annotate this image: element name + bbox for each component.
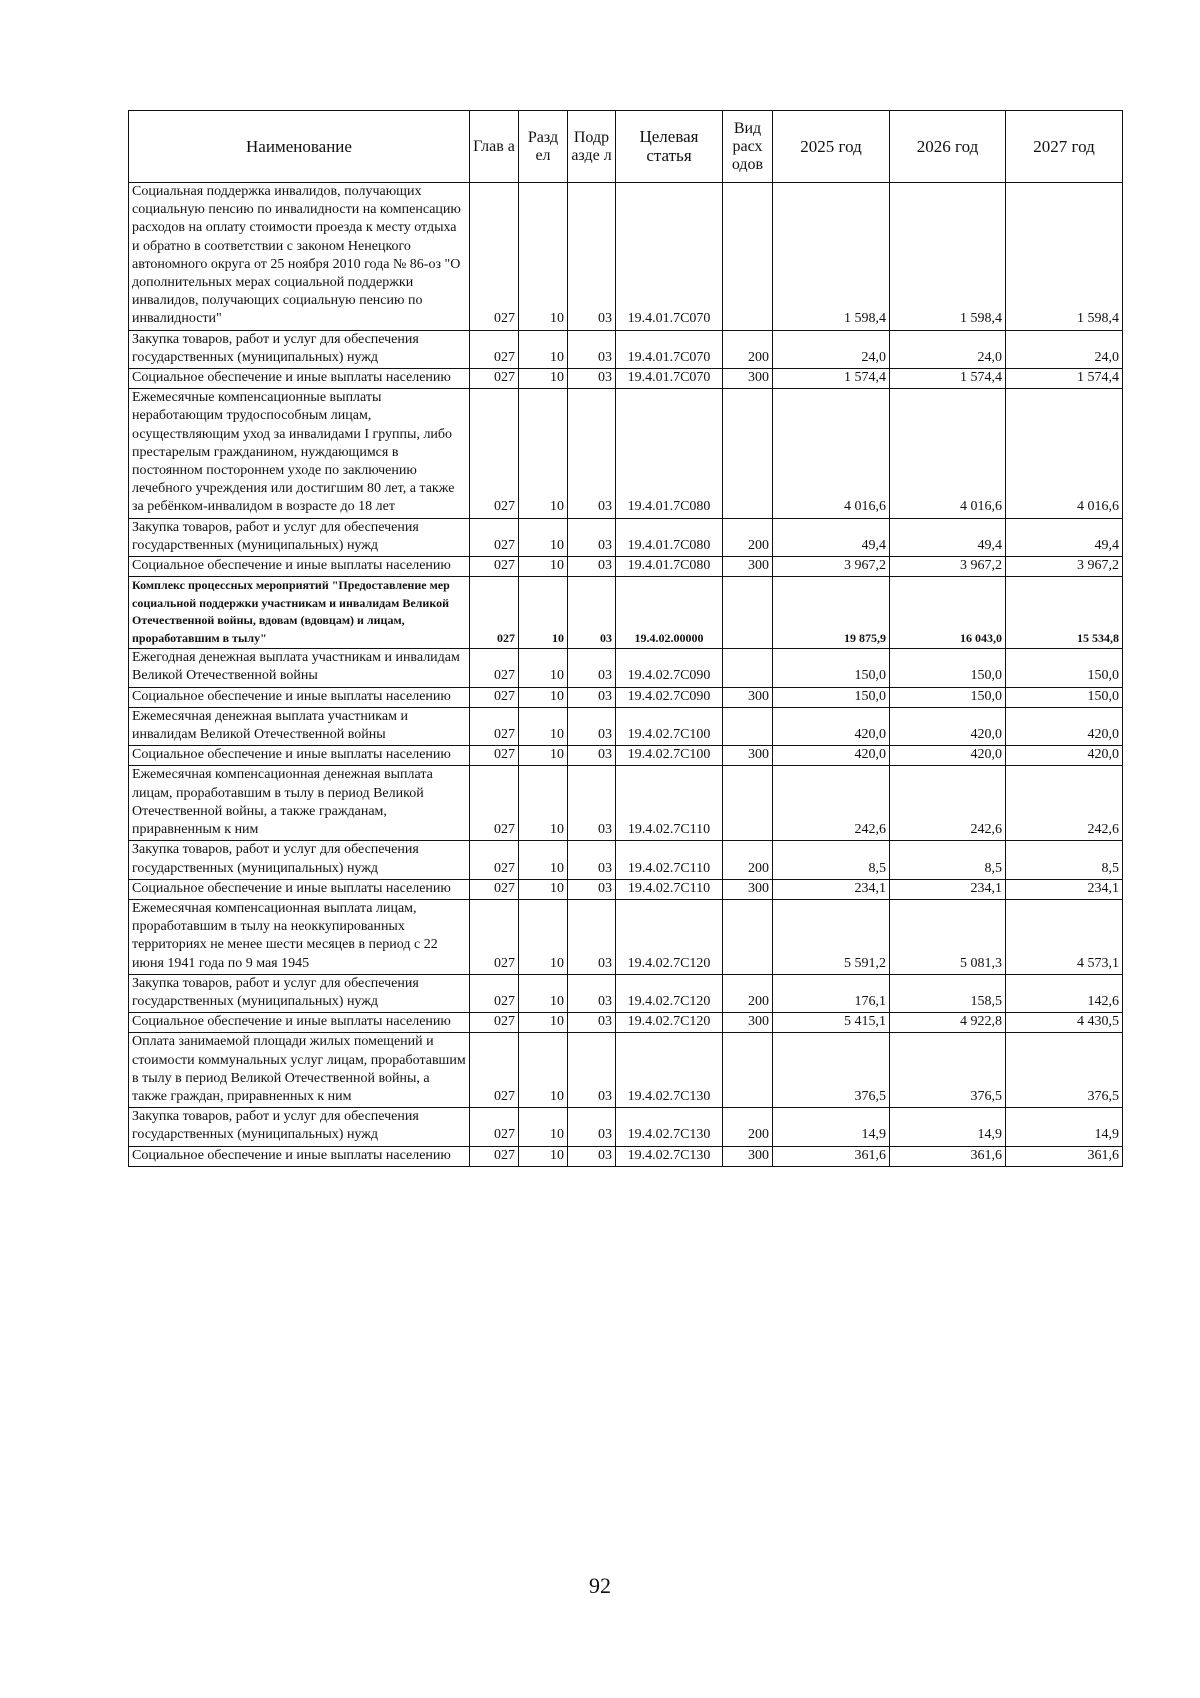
- cell-section: 10: [519, 1108, 568, 1146]
- cell-expense-type: [723, 389, 773, 518]
- cell-section: 10: [519, 649, 568, 687]
- cell-expense-type: 200: [723, 330, 773, 368]
- table-row: [129, 557, 1123, 577]
- cell-2026: 376,5: [890, 1033, 1006, 1108]
- cell-name: Социальное обеспечение и иные выплаты населению: [129, 1013, 470, 1033]
- header-target: Целевая статья: [616, 111, 723, 183]
- cell-subsection: 03: [568, 841, 616, 879]
- cell-chapter: 027: [470, 1013, 519, 1033]
- cell-expense-type: [723, 707, 773, 745]
- cell-name: Социальное обеспечение и иные выплаты населению: [129, 746, 470, 766]
- table-row: [129, 707, 1123, 745]
- cell-subsection: 03: [568, 746, 616, 766]
- cell-section: 10: [519, 841, 568, 879]
- cell-2027: 14,9: [1006, 1108, 1123, 1146]
- cell-target: 19.4.02.7С110: [616, 841, 723, 879]
- cell-expense-type: 200: [723, 518, 773, 556]
- cell-2025: 1 598,4: [773, 183, 890, 331]
- table-row: [129, 649, 1123, 687]
- cell-chapter: 027: [470, 707, 519, 745]
- table-row: [129, 687, 1123, 707]
- cell-subsection: 03: [568, 687, 616, 707]
- cell-name: Закупка товаров, работ и услуг для обеспечения государственных (муниципальных) нужд: [129, 518, 470, 556]
- cell-chapter: 027: [470, 1108, 519, 1146]
- cell-2027: 150,0: [1006, 687, 1123, 707]
- header-expense-type: Вид расх одов: [723, 111, 773, 183]
- table-row: [129, 1033, 1123, 1108]
- cell-target: 19.4.01.7С080: [616, 518, 723, 556]
- cell-name: Закупка товаров, работ и услуг для обеспечения государственных (муниципальных) нужд: [129, 974, 470, 1012]
- cell-section: 10: [519, 899, 568, 974]
- cell-2025: 361,6: [773, 1146, 890, 1166]
- cell-target: 19.4.01.7С070: [616, 183, 723, 331]
- table-row: [129, 577, 1123, 649]
- cell-subsection: 03: [568, 330, 616, 368]
- cell-subsection: 03: [568, 389, 616, 518]
- cell-expense-type: [723, 1033, 773, 1108]
- cell-2026: 150,0: [890, 649, 1006, 687]
- cell-2025: 376,5: [773, 1033, 890, 1108]
- cell-2025: 1 574,4: [773, 369, 890, 389]
- cell-2025: 49,4: [773, 518, 890, 556]
- cell-name: Ежегодная денежная выплата участникам и инвалидам Великой Отечественной войны: [129, 649, 470, 687]
- cell-section: 10: [519, 746, 568, 766]
- cell-2027: 1 598,4: [1006, 183, 1123, 331]
- table-row: [129, 974, 1123, 1012]
- cell-section: 10: [519, 879, 568, 899]
- cell-2025: 3 967,2: [773, 557, 890, 577]
- cell-expense-type: 300: [723, 1013, 773, 1033]
- cell-subsection: 03: [568, 577, 616, 649]
- cell-2027: 420,0: [1006, 707, 1123, 745]
- cell-name: Ежемесячные компенсационные выплаты неработающим трудоспособным лицам, осуществляющим уход за инвалидами I группы, либо престарелым гражданином, нуждающимся в постоянном постороннем уходе по заключению лечебного учреждения или достигшим 80 лет, а также за ребёнком-инвалидом в возрасте до 18 лет: [129, 389, 470, 518]
- cell-target: 19.4.02.7С110: [616, 766, 723, 841]
- cell-2025: 176,1: [773, 974, 890, 1012]
- cell-name: Социальное обеспечение и иные выплаты населению: [129, 369, 470, 389]
- cell-target: 19.4.02.7С130: [616, 1033, 723, 1108]
- table-row: [129, 330, 1123, 368]
- table-row: [129, 766, 1123, 841]
- header-2026: 2026 год: [890, 111, 1006, 183]
- cell-2027: 376,5: [1006, 1033, 1123, 1108]
- cell-expense-type: 300: [723, 1146, 773, 1166]
- cell-chapter: 027: [470, 746, 519, 766]
- budget-table: [128, 110, 1123, 1167]
- cell-target: 19.4.02.7С120: [616, 1013, 723, 1033]
- cell-expense-type: 200: [723, 974, 773, 1012]
- cell-section: 10: [519, 974, 568, 1012]
- cell-2027: 4 430,5: [1006, 1013, 1123, 1033]
- cell-subsection: 03: [568, 879, 616, 899]
- cell-2026: 14,9: [890, 1108, 1006, 1146]
- cell-subsection: 03: [568, 899, 616, 974]
- cell-target: 19.4.02.00000: [616, 577, 723, 649]
- cell-2025: 19 875,9: [773, 577, 890, 649]
- cell-name: Оплата занимаемой площади жилых помещений и стоимости коммунальных услуг лицам, проработавшим в тылу в период Великой Отечественной войны, а также граждан, приравненных к ним: [129, 1033, 470, 1108]
- cell-target: 19.4.02.7С130: [616, 1108, 723, 1146]
- table-row: [129, 899, 1123, 974]
- cell-2025: 242,6: [773, 766, 890, 841]
- cell-section: 10: [519, 518, 568, 556]
- cell-chapter: 027: [470, 518, 519, 556]
- cell-target: 19.4.02.7С090: [616, 687, 723, 707]
- cell-2027: 1 574,4: [1006, 369, 1123, 389]
- cell-expense-type: [723, 577, 773, 649]
- cell-subsection: 03: [568, 1108, 616, 1146]
- cell-target: 19.4.02.7С110: [616, 879, 723, 899]
- header-row: [129, 111, 1123, 183]
- cell-section: 10: [519, 330, 568, 368]
- cell-section: 10: [519, 766, 568, 841]
- cell-2027: 49,4: [1006, 518, 1123, 556]
- cell-expense-type: [723, 649, 773, 687]
- cell-expense-type: 300: [723, 687, 773, 707]
- cell-chapter: 027: [470, 183, 519, 331]
- table-row: [129, 879, 1123, 899]
- cell-2027: 24,0: [1006, 330, 1123, 368]
- cell-name: Социальная поддержка инвалидов, получающих социальную пенсию по инвалидности на компенсацию расходов на оплату стоимости проезда к месту отдыха и обратно в соответствии с законом Ненецкого автономного округа от 25 ноября 2010 года № 86-оз "О дополнительных мерах социальной поддержки инвалидов, получающих социальную пенсию по инвалидности": [129, 183, 470, 331]
- cell-subsection: 03: [568, 974, 616, 1012]
- cell-2026: 1 598,4: [890, 183, 1006, 331]
- cell-chapter: 027: [470, 1146, 519, 1166]
- cell-subsection: 03: [568, 766, 616, 841]
- cell-2026: 4 016,6: [890, 389, 1006, 518]
- cell-2026: 361,6: [890, 1146, 1006, 1166]
- cell-subsection: 03: [568, 183, 616, 331]
- cell-chapter: 027: [470, 330, 519, 368]
- cell-2026: 5 081,3: [890, 899, 1006, 974]
- cell-section: 10: [519, 1033, 568, 1108]
- cell-subsection: 03: [568, 707, 616, 745]
- cell-subsection: 03: [568, 1033, 616, 1108]
- cell-name: Закупка товаров, работ и услуг для обеспечения государственных (муниципальных) нужд: [129, 841, 470, 879]
- cell-2025: 8,5: [773, 841, 890, 879]
- cell-subsection: 03: [568, 1146, 616, 1166]
- cell-expense-type: 300: [723, 369, 773, 389]
- cell-2026: 234,1: [890, 879, 1006, 899]
- cell-2026: 158,5: [890, 974, 1006, 1012]
- cell-2026: 420,0: [890, 707, 1006, 745]
- cell-2025: 234,1: [773, 879, 890, 899]
- table-row: [129, 841, 1123, 879]
- cell-chapter: 027: [470, 687, 519, 707]
- cell-chapter: 027: [470, 649, 519, 687]
- cell-name: Ежемесячная денежная выплата участникам и инвалидам Великой Отечественной войны: [129, 707, 470, 745]
- cell-section: 10: [519, 707, 568, 745]
- table-row: [129, 518, 1123, 556]
- cell-chapter: 027: [470, 974, 519, 1012]
- cell-2027: 142,6: [1006, 974, 1123, 1012]
- table-row: [129, 1108, 1123, 1146]
- cell-subsection: 03: [568, 369, 616, 389]
- cell-target: 19.4.01.7С070: [616, 369, 723, 389]
- cell-section: 10: [519, 183, 568, 331]
- header-subsection: Подр азде л: [568, 111, 616, 183]
- cell-2027: 3 967,2: [1006, 557, 1123, 577]
- cell-2026: 420,0: [890, 746, 1006, 766]
- cell-target: 19.4.02.7С100: [616, 707, 723, 745]
- cell-chapter: 027: [470, 879, 519, 899]
- cell-target: 19.4.01.7С080: [616, 557, 723, 577]
- cell-section: 10: [519, 369, 568, 389]
- cell-2026: 1 574,4: [890, 369, 1006, 389]
- cell-target: 19.4.02.7С100: [616, 746, 723, 766]
- cell-2027: 15 534,8: [1006, 577, 1123, 649]
- cell-target: 19.4.01.7С080: [616, 389, 723, 518]
- header-name: Наименование: [129, 111, 470, 183]
- cell-2026: 242,6: [890, 766, 1006, 841]
- cell-2027: 420,0: [1006, 746, 1123, 766]
- cell-section: 10: [519, 687, 568, 707]
- cell-name: Социальное обеспечение и иные выплаты населению: [129, 1146, 470, 1166]
- cell-2026: 24,0: [890, 330, 1006, 368]
- cell-2025: 24,0: [773, 330, 890, 368]
- header-2027: 2027 год: [1006, 111, 1123, 183]
- cell-section: 10: [519, 389, 568, 518]
- cell-2027: 4 016,6: [1006, 389, 1123, 518]
- cell-target: 19.4.01.7С070: [616, 330, 723, 368]
- cell-chapter: 027: [470, 389, 519, 518]
- cell-2025: 14,9: [773, 1108, 890, 1146]
- cell-target: 19.4.02.7С090: [616, 649, 723, 687]
- cell-2027: 4 573,1: [1006, 899, 1123, 974]
- cell-2026: 3 967,2: [890, 557, 1006, 577]
- cell-chapter: 027: [470, 1033, 519, 1108]
- cell-2025: 5 591,2: [773, 899, 890, 974]
- cell-section: 10: [519, 577, 568, 649]
- cell-target: 19.4.02.7С120: [616, 974, 723, 1012]
- cell-target: 19.4.02.7С130: [616, 1146, 723, 1166]
- cell-2027: 361,6: [1006, 1146, 1123, 1166]
- cell-subsection: 03: [568, 1013, 616, 1033]
- cell-chapter: 027: [470, 766, 519, 841]
- table-row: [129, 746, 1123, 766]
- cell-2027: 242,6: [1006, 766, 1123, 841]
- table-row: [129, 1146, 1123, 1166]
- table-header: [129, 111, 1123, 183]
- cell-2025: 420,0: [773, 746, 890, 766]
- cell-2027: 8,5: [1006, 841, 1123, 879]
- cell-name: Социальное обеспечение и иные выплаты населению: [129, 879, 470, 899]
- cell-name: Комплекс процессных мероприятий "Предоставление мер социальной поддержки участникам и инвалидам Великой Отечественной войны, вдовам (вдовцам) и лицам, проработавшим в тылу": [129, 577, 470, 649]
- cell-name: Социальное обеспечение и иные выплаты населению: [129, 687, 470, 707]
- cell-expense-type: [723, 183, 773, 331]
- cell-section: 10: [519, 1013, 568, 1033]
- cell-subsection: 03: [568, 518, 616, 556]
- cell-2026: 16 043,0: [890, 577, 1006, 649]
- cell-2026: 49,4: [890, 518, 1006, 556]
- cell-subsection: 03: [568, 557, 616, 577]
- cell-2026: 4 922,8: [890, 1013, 1006, 1033]
- cell-2025: 150,0: [773, 687, 890, 707]
- cell-name: Ежемесячная компенсационная денежная выплата лицам, проработавшим в тылу в период Великой Отечественной войны, а также гражданам, приравненным к ним: [129, 766, 470, 841]
- table-row: [129, 183, 1123, 331]
- cell-expense-type: 300: [723, 557, 773, 577]
- cell-chapter: 027: [470, 369, 519, 389]
- cell-expense-type: [723, 899, 773, 974]
- cell-name: Закупка товаров, работ и услуг для обеспечения государственных (муниципальных) нужд: [129, 1108, 470, 1146]
- cell-2027: 150,0: [1006, 649, 1123, 687]
- header-chapter: Глав а: [470, 111, 519, 183]
- cell-name: Закупка товаров, работ и услуг для обеспечения государственных (муниципальных) нужд: [129, 330, 470, 368]
- table-row: [129, 1013, 1123, 1033]
- cell-chapter: 027: [470, 577, 519, 649]
- cell-2025: 4 016,6: [773, 389, 890, 518]
- cell-2026: 150,0: [890, 687, 1006, 707]
- cell-2025: 150,0: [773, 649, 890, 687]
- cell-chapter: 027: [470, 557, 519, 577]
- table-body: [129, 183, 1123, 1167]
- cell-subsection: 03: [568, 649, 616, 687]
- cell-expense-type: 200: [723, 1108, 773, 1146]
- cell-section: 10: [519, 1146, 568, 1166]
- cell-name: Ежемесячная компенсационная выплата лицам, проработавшим в тылу на неоккупированных территориях не менее шести месяцев в период с 22 июня 1941 года по 9 мая 1945: [129, 899, 470, 974]
- header-section: Разд ел: [519, 111, 568, 183]
- cell-expense-type: 300: [723, 746, 773, 766]
- header-2025: 2025 год: [773, 111, 890, 183]
- cell-2026: 8,5: [890, 841, 1006, 879]
- cell-2027: 234,1: [1006, 879, 1123, 899]
- cell-expense-type: 200: [723, 841, 773, 879]
- cell-2025: 420,0: [773, 707, 890, 745]
- cell-target: 19.4.02.7С120: [616, 899, 723, 974]
- cell-expense-type: [723, 766, 773, 841]
- table-row: [129, 369, 1123, 389]
- page-number: 92: [589, 1573, 611, 1598]
- table-row: [129, 389, 1123, 518]
- cell-2025: 5 415,1: [773, 1013, 890, 1033]
- cell-chapter: 027: [470, 841, 519, 879]
- cell-expense-type: 300: [723, 879, 773, 899]
- cell-section: 10: [519, 557, 568, 577]
- cell-name: Социальное обеспечение и иные выплаты населению: [129, 557, 470, 577]
- cell-chapter: 027: [470, 899, 519, 974]
